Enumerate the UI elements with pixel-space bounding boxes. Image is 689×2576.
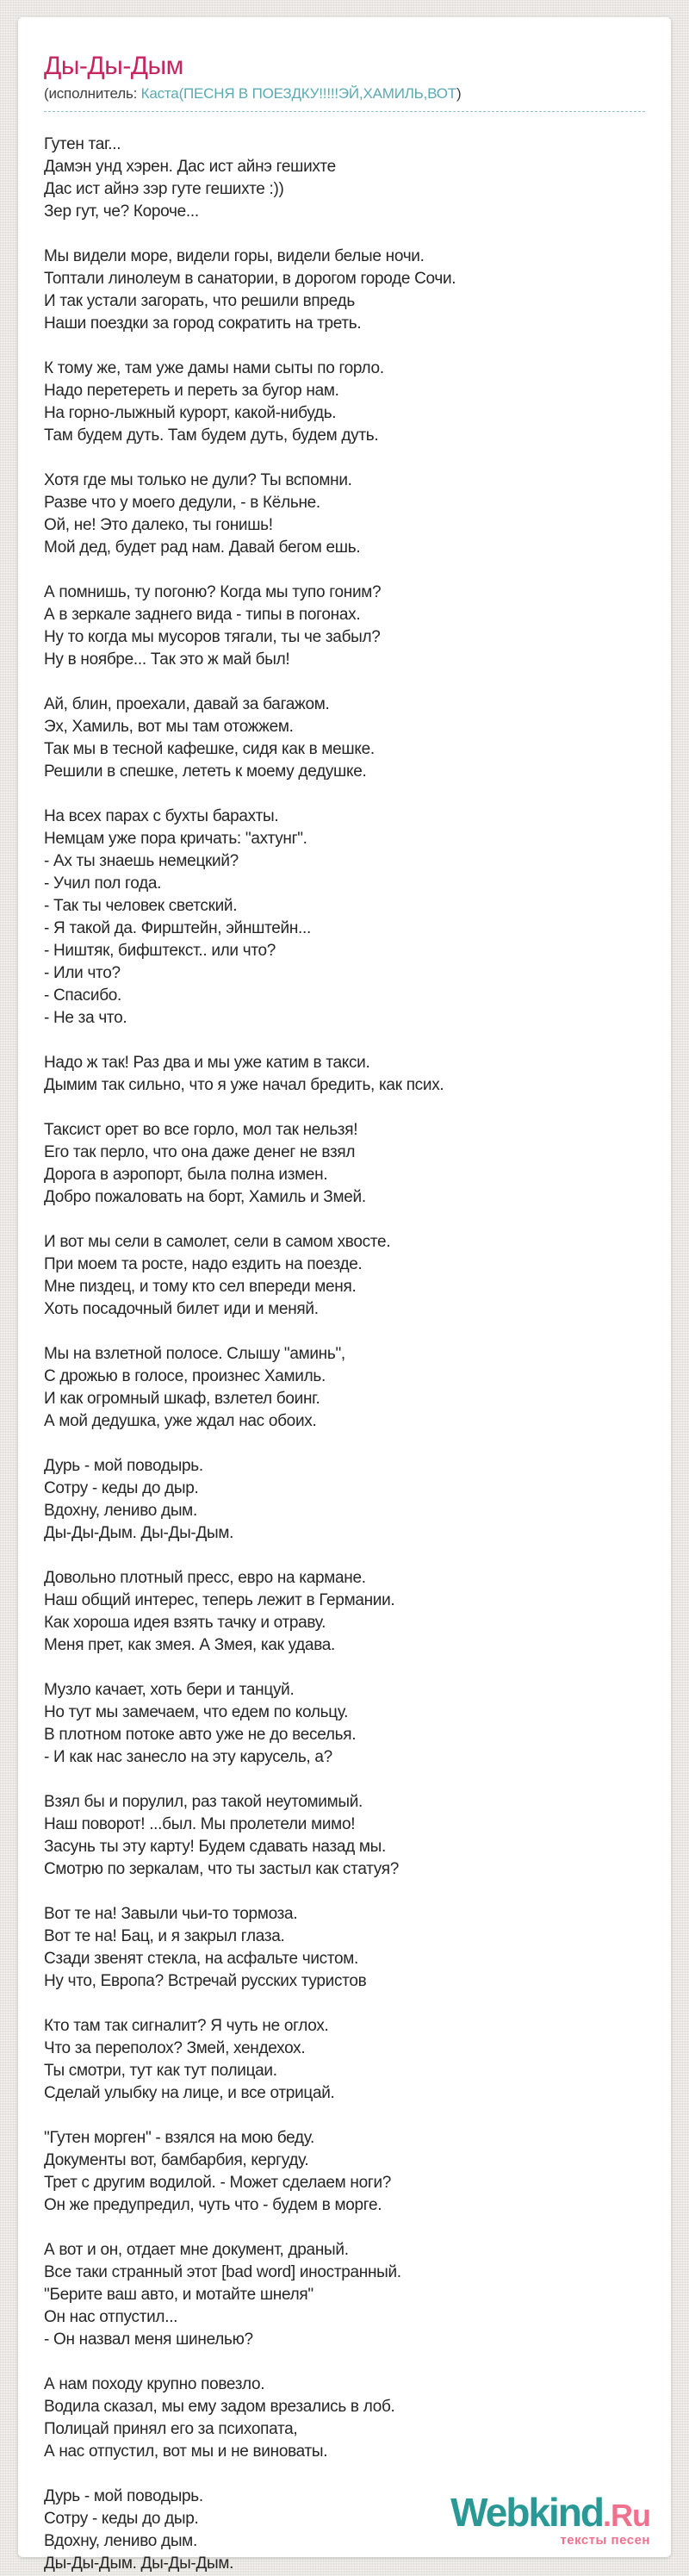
stanza: А помнишь, ту погоню? Когда мы тупо гоним? А в зеркале заднего вида - типы в погонах. Ну то когда мы мусоров тягали, ты че забыл? Ну в ноябре... Так это ж май был! [44,582,382,669]
stanza: Кто там так сигналит? Я чуть не оглох. Что за переполох? Змей, хендехох. Ты смотри, тут как тут полицаи. Сделай улыбку на лице, и все отрицай. [44,2016,335,2102]
stanza: И вот мы сели в самолет, сели в самом хвосте. При моем та росте, надо ездить на поезде. Мне пиздец, и тому кто сел впереди меня. Хоть посадочный билет иди и меняй. [44,1232,391,1318]
webkind-logo-suffix: .Ru [603,2498,650,2533]
stanza: Мы на взлетной полосе. Слышу "аминь", С дрожью в голосе, произнес Хамиль. И как огромный шкаф, взлетел боинг. А мой дедушка, уже ждал нас обоих. [44,1344,345,1430]
stanza: "Гутен морген" - взялся на мою беду. Документы вот, бамбарбия, кергуду. Трет с другим водилой. - Может сделаем ноги? Он же предупредил, чуть что - будем в морге. [44,2128,392,2214]
stanza: Мы видели море, видели горы, видели белые ночи. Топтали линолеум в санатории, в дорогом городе Сочи. И так устали загорать, что решили впредь Наши поездки за город сократить на треть. [44,246,456,333]
webkind-logo-main: Webkind [450,2490,603,2535]
lyrics-text [44,134,645,2575]
stanza: Надо ж так! Раз два и мы уже катим в такси. Дымим так сильно, что я уже начал бредить, как псих. [44,1053,444,1094]
stanza: К тому же, там уже дамы нами сыты по горло. Надо перетереть и переть за бугор нам. На горно-лыжный курорт, какой-нибудь. Там будем дуть. Там будем дуть, будем дуть. [44,358,384,445]
stanza: Хотя где мы только не дули? Ты вспомни. Разве что у моего дедули, - в Кёльне. Ой, не! Это далеко, ты гонишь! Мой дед, будет рад нам. Давай бегом ешь. [44,470,361,557]
stanza: Дурь - мой поводырь. Сотру - кеды до дыр. Вдохну, лениво дым. Ды-Ды-Дым. Ды-Ды-Дым. [44,1456,234,1542]
stanza: Таксист орет во все горло, мол так нельзя! Его так перло, что она даже денег не взял Дорога в аэропорт, была полна измен. Добро пожаловать на борт, Хамиль и Змей. [44,1120,366,1206]
webkind-logo-tagline: тексты песен [560,2533,650,2548]
stanza: Дурь - мой поводырь. Сотру - кеды до дыр. Вдохну, лениво дым. Ды-Ды-Дым. Ды-Ды-Дым. [44,2486,234,2573]
artist-label: (исполнитель: [44,84,141,102]
stanza: Гутен таг... Дамэн унд хэрен. Дас ист айнэ гешихте Дас ист айнэ зэр гуте гешихте :)) Зер гут, че? Короче... [44,134,336,221]
artist-line [44,85,645,112]
artist-link[interactable]: Каста(ПЕСНЯ В ПОЕЗДКУ!!!!!ЭЙ,ХАМИЛЬ,ВОТ [140,84,456,102]
artist-suffix: ) [456,84,462,102]
stanza: Ай, блин, проехали, давай за багажом. Эх, Хамиль, вот мы там отожжем. Так мы в тесной кафешке, сидя как в мешке. Решили в спешке, лететь к моему дедушке. [44,694,375,781]
stanza: Взял бы и порулил, раз такой неутомимый. Наш поворот! ...был. Мы пролетели мимо! Засунь ты эту карту! Будем сдавать назад мы. Смотрю по зеркалам, что ты застыл как статуя? [44,1792,400,1878]
stanza: Музло качает, хоть бери и танцуй. Но тут мы замечаем, что едем по кольцу. В плотном потоке авто уже не до веселья. - И как нас занесло на эту карусель, а? [44,1680,357,1766]
song-title: Ды-Ды-Дым [44,52,183,80]
webkind-logo[interactable] [450,2492,650,2547]
stanza: А нам походу крупно повезло. Водила сказал, мы ему задом врезались в лоб. Полицай принял его за психопата, А нас отпустил, вот мы и не виноваты. [44,2374,395,2461]
stanza: На всех парах с бухты барахты. Немцам уже пора кричать: "ахтунг". - Ах ты знаешь немецкий? - Учил пол года. - Так ты человек светский. - Я такой да. Фирштейн, эйнштейн... - Ништяк, бифштекст.. или что? - Или что? - Спасибо. - Не за что. [44,806,311,1027]
stanza: А вот и он, отдает мне документ, драный. Все таки странный этот [bad word] иностранный. "Берите ваш авто, и мотайте шнеля" Он нас отпустил... - Он назвал меня шинелью? [44,2240,401,2349]
lyrics-card [18,17,671,2573]
stanza: Довольно плотный пресс, евро на кармане. Наш общий интерес, теперь лежит в Германии. Как хороша идея взять тачку и отраву. Меня прет, как змея. А Змея, как удава. [44,1568,395,1654]
stanza: Вот те на! Завыли чьи-то тормоза. Вот те на! Бац, и я закрыл глаза. Сзади звенят стекла, на асфальте чистом. Ну что, Европа? Встречай русских туристов [44,1904,367,1990]
